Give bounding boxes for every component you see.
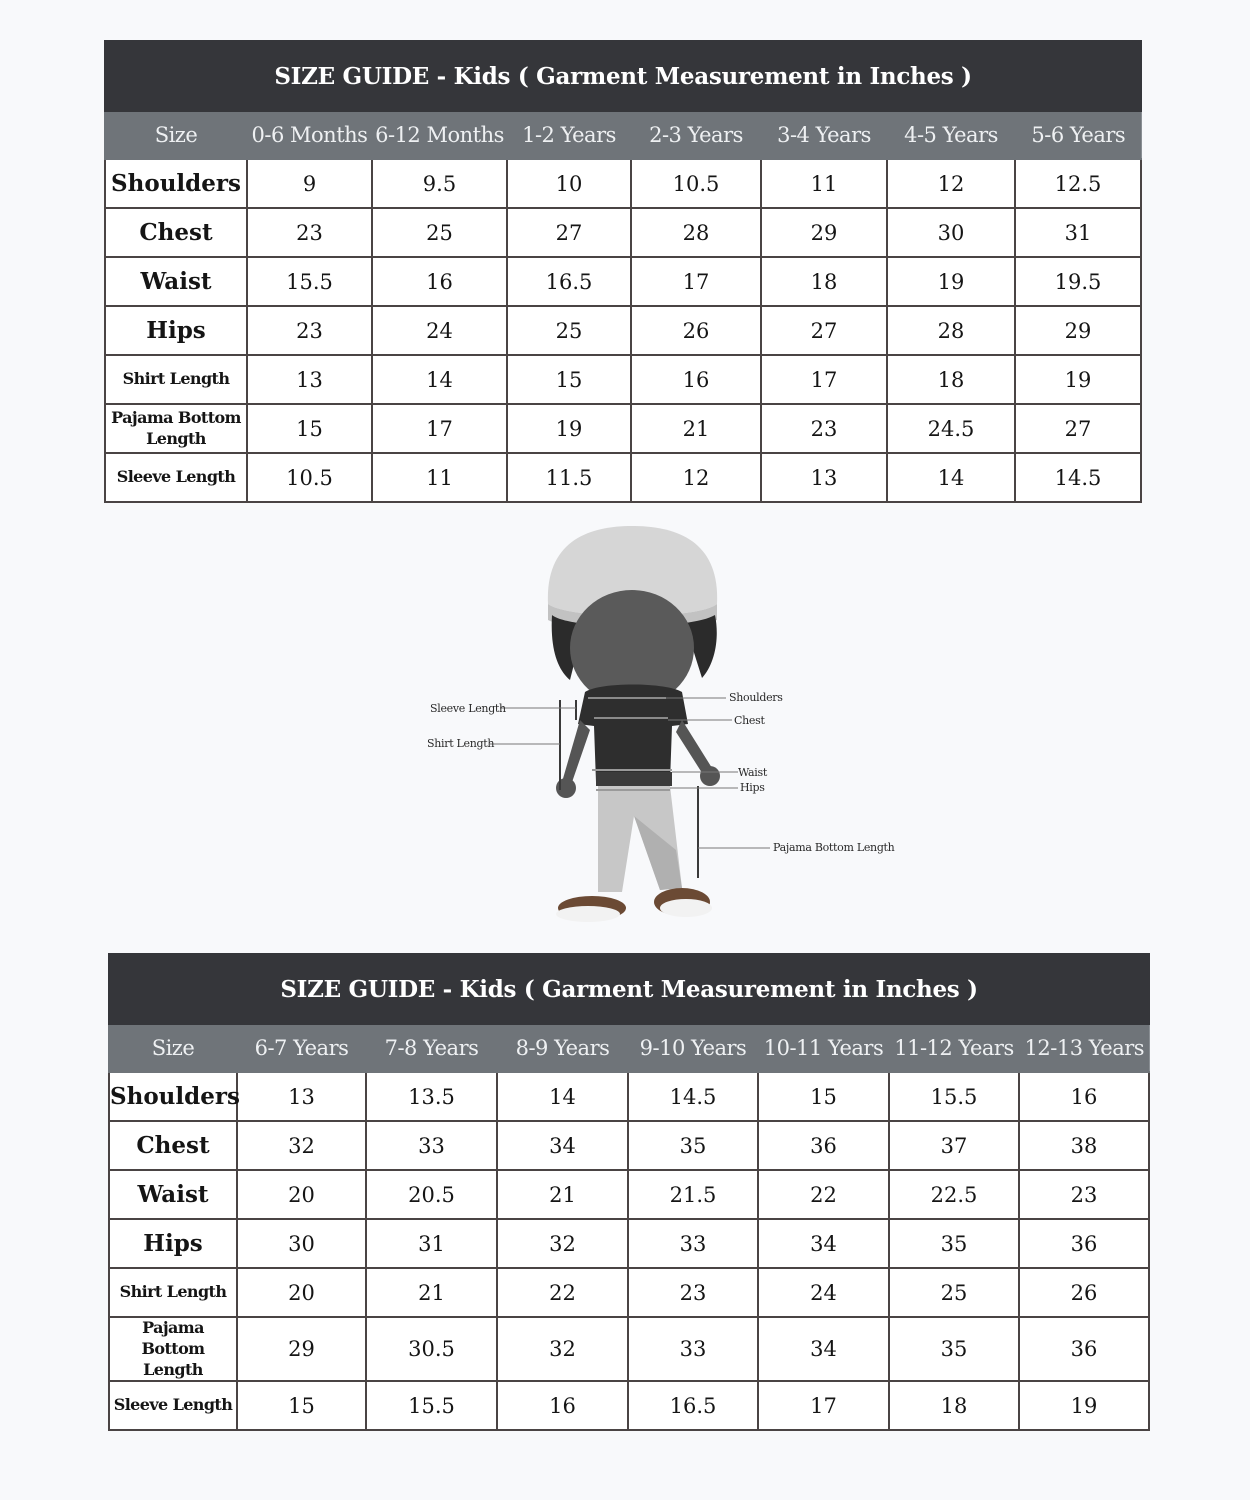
table-row (109, 1268, 1149, 1317)
column-header: 5-6 Years (1015, 111, 1141, 159)
row-label: Sleeve Length (105, 453, 247, 502)
cell: 33 (366, 1121, 497, 1170)
kid-illustration (420, 520, 900, 930)
cell: 17 (758, 1381, 889, 1430)
cell: 21.5 (628, 1170, 758, 1219)
cell: 29 (237, 1317, 366, 1381)
cell: 34 (758, 1317, 889, 1381)
cell: 15.5 (889, 1072, 1019, 1121)
column-header: 0-6 Months (247, 111, 372, 159)
cell: 23 (761, 404, 887, 453)
cell: 35 (889, 1219, 1019, 1268)
cell: 14 (372, 355, 507, 404)
cell: 38 (1019, 1121, 1149, 1170)
table-row (109, 1317, 1149, 1381)
callout-sleeve-length: Sleeve Length (430, 702, 506, 715)
cell: 20 (237, 1268, 366, 1317)
cell: 15 (237, 1381, 366, 1430)
cell: 25 (507, 306, 631, 355)
cell: 16 (372, 257, 507, 306)
cell: 29 (761, 208, 887, 257)
column-header: 4-5 Years (887, 111, 1015, 159)
cell: 10 (507, 159, 631, 208)
cell: 16.5 (628, 1381, 758, 1430)
cell: 15 (247, 404, 372, 453)
cell: 19 (1015, 355, 1141, 404)
size-header: Size (109, 1024, 237, 1072)
row-label: Hips (109, 1219, 237, 1268)
column-header: 8-9 Years (497, 1024, 628, 1072)
cell: 19 (507, 404, 631, 453)
cell: 34 (758, 1219, 889, 1268)
cell: 11 (372, 453, 507, 502)
cell: 30 (887, 208, 1015, 257)
column-header: 1-2 Years (507, 111, 631, 159)
cell: 20 (237, 1170, 366, 1219)
table-row (105, 453, 1141, 502)
cell: 32 (497, 1219, 628, 1268)
table-row (109, 1121, 1149, 1170)
cell: 15 (507, 355, 631, 404)
cell: 15.5 (247, 257, 372, 306)
cell: 22 (758, 1170, 889, 1219)
table-row (109, 1170, 1149, 1219)
column-header: 2-3 Years (631, 111, 761, 159)
row-label: Hips (105, 306, 247, 355)
cell: 26 (631, 306, 761, 355)
cell: 31 (1015, 208, 1141, 257)
table-row (109, 1219, 1149, 1268)
callout-hips: Hips (740, 781, 765, 794)
callout-waist: Waist (738, 766, 767, 779)
cell: 16.5 (507, 257, 631, 306)
cell: 9 (247, 159, 372, 208)
table-row (105, 404, 1141, 453)
row-label: Pajama Bottom Length (105, 404, 247, 453)
cell: 30 (237, 1219, 366, 1268)
cell: 30.5 (366, 1317, 497, 1381)
cell: 34 (497, 1121, 628, 1170)
cell: 36 (1019, 1317, 1149, 1381)
row-label: Shoulders (109, 1072, 237, 1121)
row-label: Chest (109, 1121, 237, 1170)
cell: 14.5 (628, 1072, 758, 1121)
cell: 26 (1019, 1268, 1149, 1317)
cell: 17 (631, 257, 761, 306)
column-header: 3-4 Years (761, 111, 887, 159)
row-label: Shirt Length (109, 1268, 237, 1317)
cell: 22.5 (889, 1170, 1019, 1219)
cell: 19.5 (1015, 257, 1141, 306)
column-header: 9-10 Years (628, 1024, 758, 1072)
cell: 24 (758, 1268, 889, 1317)
table-row (109, 1072, 1149, 1121)
cell: 21 (631, 404, 761, 453)
cell: 12.5 (1015, 159, 1141, 208)
cell: 35 (628, 1121, 758, 1170)
size-guide-table-2 (108, 953, 1150, 1431)
cell: 32 (237, 1121, 366, 1170)
table-title: SIZE GUIDE - Kids ( Garment Measurement in Inches ) (105, 41, 1141, 111)
measurement-figure (420, 520, 900, 930)
column-header: 10-11 Years (758, 1024, 889, 1072)
cell: 12 (631, 453, 761, 502)
table-row (109, 1381, 1149, 1430)
size-guide-table-1 (104, 40, 1142, 503)
cell: 33 (628, 1219, 758, 1268)
cell: 9.5 (372, 159, 507, 208)
column-header: 11-12 Years (889, 1024, 1019, 1072)
callout-chest: Chest (734, 714, 765, 727)
cell: 13 (247, 355, 372, 404)
cell: 20.5 (366, 1170, 497, 1219)
table-title: SIZE GUIDE - Kids ( Garment Measurement in Inches ) (109, 954, 1149, 1024)
cell: 16 (497, 1381, 628, 1430)
cell: 37 (889, 1121, 1019, 1170)
cell: 19 (1019, 1381, 1149, 1430)
cell: 27 (1015, 404, 1141, 453)
row-label: Shoulders (105, 159, 247, 208)
cell: 25 (889, 1268, 1019, 1317)
table-row (105, 208, 1141, 257)
cell: 24.5 (887, 404, 1015, 453)
cell: 14.5 (1015, 453, 1141, 502)
cell: 29 (1015, 306, 1141, 355)
callout-shoulders: Shoulders (729, 691, 783, 704)
cell: 23 (1019, 1170, 1149, 1219)
cell: 28 (631, 208, 761, 257)
cell: 28 (887, 306, 1015, 355)
cell: 13.5 (366, 1072, 497, 1121)
cell: 16 (631, 355, 761, 404)
cell: 23 (628, 1268, 758, 1317)
callout-pajama-bottom-length: Pajama Bottom Length (773, 841, 895, 854)
cell: 23 (247, 208, 372, 257)
row-label: Chest (105, 208, 247, 257)
cell: 15 (758, 1072, 889, 1121)
cell: 36 (758, 1121, 889, 1170)
table-row (105, 306, 1141, 355)
cell: 17 (761, 355, 887, 404)
column-header: 6-7 Years (237, 1024, 366, 1072)
cell: 10.5 (247, 453, 372, 502)
cell: 27 (507, 208, 631, 257)
table-row (105, 355, 1141, 404)
cell: 21 (366, 1268, 497, 1317)
cell: 18 (761, 257, 887, 306)
cell: 19 (887, 257, 1015, 306)
column-header: 6-12 Months (372, 111, 507, 159)
row-label: Shirt Length (105, 355, 247, 404)
table-row (105, 257, 1141, 306)
cell: 13 (761, 453, 887, 502)
cell: 22 (497, 1268, 628, 1317)
cell: 18 (887, 355, 1015, 404)
row-label: Pajama Bottom Length (109, 1317, 237, 1381)
cell: 35 (889, 1317, 1019, 1381)
cell: 31 (366, 1219, 497, 1268)
cell: 36 (1019, 1219, 1149, 1268)
cell: 15.5 (366, 1381, 497, 1430)
cell: 33 (628, 1317, 758, 1381)
cell: 21 (497, 1170, 628, 1219)
cell: 13 (237, 1072, 366, 1121)
cell: 27 (761, 306, 887, 355)
cell: 14 (497, 1072, 628, 1121)
cell: 17 (372, 404, 507, 453)
column-header: 7-8 Years (366, 1024, 497, 1072)
table-row (105, 159, 1141, 208)
cell: 18 (889, 1381, 1019, 1430)
column-header: 12-13 Years (1019, 1024, 1149, 1072)
cell: 32 (497, 1317, 628, 1381)
cell: 10.5 (631, 159, 761, 208)
cell: 23 (247, 306, 372, 355)
cell: 12 (887, 159, 1015, 208)
callout-shirt-length: Shirt Length (427, 737, 495, 750)
row-label: Waist (109, 1170, 237, 1219)
row-label: Sleeve Length (109, 1381, 237, 1430)
cell: 11.5 (507, 453, 631, 502)
row-label: Waist (105, 257, 247, 306)
cell: 14 (887, 453, 1015, 502)
cell: 11 (761, 159, 887, 208)
cell: 25 (372, 208, 507, 257)
cell: 16 (1019, 1072, 1149, 1121)
cell: 24 (372, 306, 507, 355)
size-header: Size (105, 111, 247, 159)
